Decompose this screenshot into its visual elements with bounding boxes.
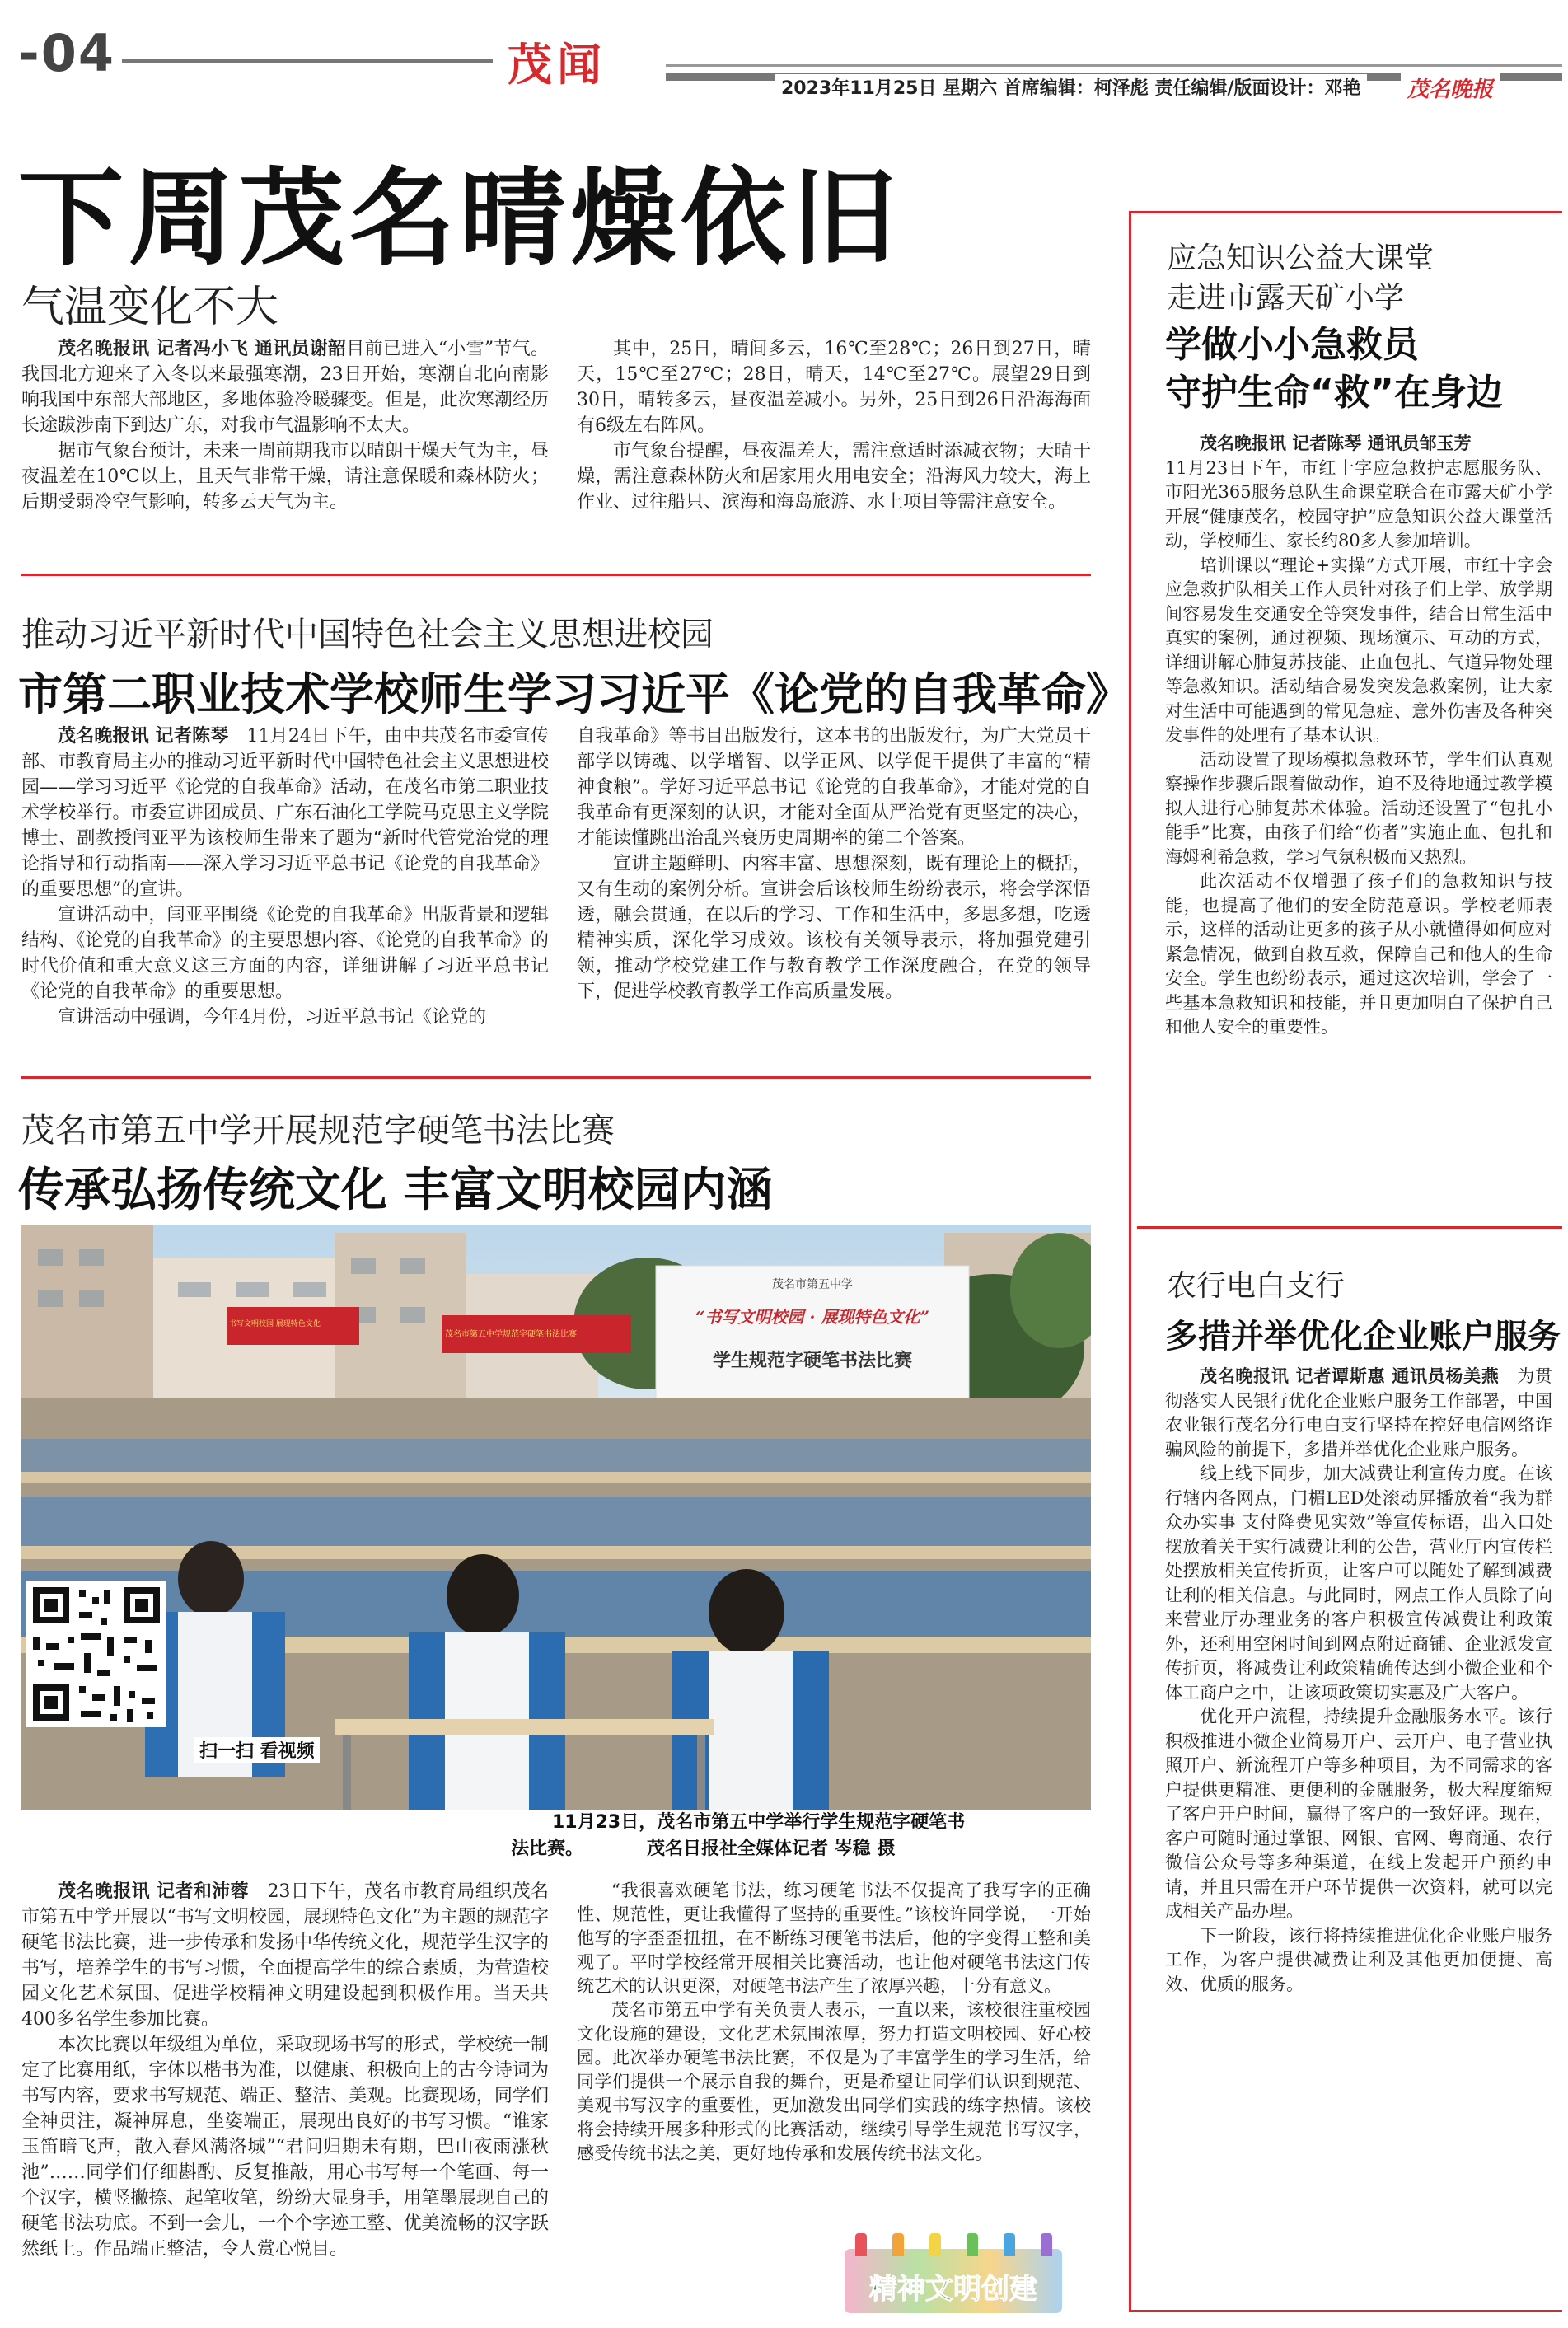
article3-byline: 茂名晚报讯 记者和沛蓉 [58, 1881, 250, 1902]
article4-title [1165, 321, 1503, 417]
article3-kicker: 茂名市第五中学开展规范字硬笔书法比赛 [21, 1112, 615, 1150]
divider [21, 574, 1091, 576]
photo-caption-line2: 法比赛。 [511, 1839, 575, 1859]
article2-byline: 茂名晚报讯 记者陈琴 [58, 726, 229, 747]
article5-kicker: 农行电白支行 [1167, 1269, 1346, 1303]
photo-banner-slogan-2: 展现特色文化 [821, 1307, 920, 1327]
article1-byline: 茂名晚报讯 记者冯小飞 通讯员谢韶 [58, 339, 347, 359]
article5-para: 下一阶段，该行将持续推进优化企业账户服务工作，为客户提供减费让利及其他更加便捷、高效、优质的服务。 [1165, 1925, 1552, 1994]
right-column-top-border [1129, 211, 1562, 213]
article1-subtitle: 气温变化不大 [21, 283, 279, 332]
photo-caption [511, 1810, 1088, 1862]
article1-para: 据市气象台预计，未来一周前期我市以晴朗干燥天气为主，昼夜温差在10℃以上，且天气非常干燥，请注意保暖和森林防火；后期受弱冷空气影响，转多云天气为主。 [21, 441, 549, 513]
article4-para: 11月23日下午，市红十字应急救护志愿服务队、市阳光365服务总队生命课堂联合在市露天矿小学开展“健康茂名，校园守护”应急知识公益大课堂活动，学校师生、家长约80多人参加培训。 [1165, 457, 1552, 550]
article4-kicker-line2: 走进市露天矿小学 [1167, 281, 1405, 315]
photo-banner-event: 学生规范字硬笔书法比赛 [712, 1351, 912, 1371]
date-line: 2023年11月25日 星期六 首席编辑：柯泽彪 责任编辑/版面设计：邓艳 [775, 74, 1367, 100]
article1-col2 [577, 336, 1091, 515]
photo-board-left: 书写文明校园 展现特色文化 [229, 1320, 321, 1328]
page-number: -04 [18, 23, 116, 83]
photo-credit: 茂名日报社全媒体记者 岑稳 摄 [647, 1839, 896, 1859]
masthead-bar-top [666, 64, 1562, 67]
article3-photo [21, 1225, 1091, 1810]
article2-kicker: 推动习近平新时代中国特色社会主义思想进校园 [21, 616, 714, 653]
article1-col1 [21, 336, 549, 515]
article4-kicker [1167, 239, 1434, 318]
article4-title-line2: 守护生命“救”在身边 [1165, 372, 1503, 414]
article1-title: 下周茂名晴燥依旧 [18, 157, 902, 280]
badge-text: 精神文明创建 [869, 2273, 1037, 2306]
divider [1137, 1226, 1562, 1229]
photo-banner-slogan: “书写文明校园 · 展现特色文化” [695, 1307, 929, 1327]
article4-para: 此次活动不仅增强了孩子们的急救知识与技能，也提高了他们的安全防范意识。学校老师表示，这样的活动让更多的孩子从小就懂得如何应对紧急情况，做到自救互救，保障自己和他人的生命安全。学生也纷纷表示，通过这次培训，学会了一些基本急救知识和技能，并且更加明白了保护自己和他人安全的重要性。 [1165, 871, 1552, 1037]
article2-para: 宣讲活动中强调，今年4月份，习近平总书记《论党的 [58, 1007, 486, 1028]
article2-col2 [577, 724, 1091, 1005]
article5-byline: 茂名晚报讯 记者谭斯惠 通讯员杨美燕 [1200, 1366, 1500, 1386]
article3-col2 [577, 1879, 1091, 2166]
qr-caption[interactable]: 扫一扫 看视频 [194, 1737, 320, 1763]
article1-para: 目前已进入“小雪”节气。我国北方迎来了入冬以来最强寒潮，23日开始，寒潮自北向南影响我国中东部大部地区，多地体验冷暖骤变。但是，此次寒潮经历长途跋涉南下到达广东，对我市气温影响不太大。 [21, 339, 549, 436]
divider [21, 1076, 1091, 1079]
article2-para: 自我革命》等书目出版发行，这本书的出版发行，为广大党员干部学以铸魂、以学增智、以学正风、以学促干提供了丰富的“精神食粮”。学好习近平总书记《论党的自我革命》，才能对党的自我革命有更深刻的认识，才能对全面从严治党有更坚定的决心，才能读懂跳出治乱兴衰历史周期率的第二个答案。 [577, 726, 1091, 849]
article5-body [1165, 1365, 1552, 1997]
article4-para: 活动设置了现场模拟急救环节，学生们认真观察操作步骤后跟着做动作，迫不及待地通过教学模拟人进行心肺复苏术体验。活动还设置了“包扎小能手”比赛，由孩子们给“伤者”实施止血、包扎和海姆利希急救，学习气氛积极而又热烈。 [1165, 749, 1552, 867]
photo-banner-slogan-1: 书写文明校园 [704, 1307, 804, 1327]
article4-byline: 茂名晚报讯 记者陈琴 通讯员邹玉芳 [1200, 433, 1472, 453]
article5-para: 线上线下同步，加大减费让利宣传力度。在该行辖内各网点，门楣LED处滚动屏播放着“我为群众办实事 支付降费见实效”等宣传标语，出入口处摆放着关于实行减费让利的公告，营业厅内宣传栏处摆放相关宣传折页，让客户可以随处了解到减费让利的相关信息。与此同时，网点工作人员除了向来营业厅办理业务的客户积极宣传减费让利政策外，还利用空闲时间到网点附近商铺、企业派发宣传折页，将减费让利政策精确传达到小微企业和个体工商户之中，让该项政策切实惠及广大客户。 [1165, 1464, 1552, 1703]
article3-para: 本次比赛以年级组为单位，采取现场书写的形式，学校统一制定了比赛用纸，字体以楷书为准，以健康、积极向上的古今诗词为书写内容，要求书写规范、端正、整洁、美观。比赛现场，同学们全神贯注，凝神屏息，坐姿端正，展现出良好的书写习惯。“谁家玉笛暗飞声，散入春风满洛城”“君问归期未有期，巴山夜雨涨秋池”……同学们仔细斟酌、反复推敲，用心书写每一个笔画、每一个汉字，横竖撇捺、起笔收笔，纷纷大显身手，用笔墨展现自己的硬笔书法功底。不到一会儿，一个个字迹工整、优美流畅的汉字跃然纸上。作品端正整洁，令人赏心悦目。 [21, 2035, 549, 2260]
section-title: 茂闻 [508, 39, 606, 91]
right-column-bottom-border [1129, 2310, 1562, 2312]
article5-para: 优化开户流程，持续提升金融服务水平。该行积极推进小微企业简易开户、云开户、电子营业执照开户、新流程开户等多种项目，为不同需求的客户提供更精准、更便利的金融服务，极大程度缩短了客户开户时间，赢得了客户的一致好评。现在，客户可随时通过掌银、网银、官网、粤商通、农行微信公众号等多种渠道，在线上发起开户预约申请，并且只需在开户环节提供一次资料，就可以完成相关产品办理。 [1165, 1707, 1552, 1921]
photo-board-right: 茂名市第五中学规范字硬笔书法比赛 [445, 1330, 577, 1339]
photo-caption-line1: 11月23日，茂名市第五中学举行学生规范字硬笔书 [552, 1812, 966, 1833]
civilization-badge [842, 2246, 1065, 2316]
article2-para: 宣讲主题鲜明、内容丰富、思想深刻，既有理论上的概括，又有生动的案例分析。宣讲会后该校师生纷纷表示，将会学深悟透，融会贯通，在以后的学习、工作和生活中，多思多想，吃透精神实质，深化学习成效。该校有关领导表示，将加强党建引领，推动学校党建工作与教育教学工作深度融合，在党的领导下，促进学校教育教学工作高质量发展。 [577, 854, 1091, 1002]
article5-para: 为贯彻落实人民银行优化企业账户服务工作部署，中国农业银行茂名分行电白支行坚持在控好电信网络诈骗风险的前提下，多措并举优化企业账户服务。 [1165, 1366, 1552, 1459]
photo-banner-school: 茂名市第五中学 [772, 1278, 853, 1291]
article2-para: 11月24日下午，由中共茂名市委宣传部、市教育局主办的推动习近平新时代中国特色社会主义思想进校园——学习习近平《论党的自我革命》活动，在茂名市第二职业技术学校举行。市委宣讲团成员、广东石油化工学院马克思主义学院博士、副教授闫亚平为该校师生带来了题为“新时代管党治党的理论指导和行动指南——深入学习习近平总书记《论党的自我革命》的重要思想”的宣讲。 [21, 726, 549, 900]
article2-col1 [21, 724, 549, 1030]
article4-byline-line [1165, 432, 1552, 457]
badge-pencils [842, 2233, 1065, 2256]
article3-para: 23日下午，茂名市教育局组织茂名市第五中学开展以“书写文明校园，展现特色文化”为主题的规范字硬笔书法比赛，进一步传承和发扬中华传统文化，规范学生汉字的书写，培养学生的书写习惯，全面提高学生的综合素质，为营造校园文化艺术氛围、促进学校精神文明建设起到积极作用。当天共400多名学生参加比赛。 [21, 1881, 549, 2030]
article3-col1 [21, 1879, 549, 2262]
article4-para: 培训课以“理论+实操”方式开展，市红十字会应急救护队相关工作人员针对孩子们上学、放学期间容易发生交通安全等突发事件，结合日常生活中真实的案例，通过视频、现场演示、互动的方式，详细讲解心肺复苏技能、止血包扎、气道异物处理等急救知识。活动结合易发突发急救案例，让大家对生活中可能遇到的常见急症、意外伤害及各种突发事件的处理有了基本认识。 [1165, 555, 1552, 745]
article5-title: 多措并举优化企业账户服务 [1165, 1318, 1561, 1356]
masthead-rule-left [122, 59, 493, 63]
article3-para: 茂名市第五中学有关负责人表示，一直以来，该校很注重校园文化设施的建设，文化艺术氛围浓厚，努力打造文明校园、好心校园。此次举办硬笔书法比赛，不仅是为了丰富学生的学习生活，给同学们提供一个展示自我的舞台，更是希望让同学们认识到规范、美观书写汉字的重要性，更加激发出同学们实践的练字热情。该校将会持续开展多种形式的比赛活动，继续引导学生规范书写汉字，感受传统书法之美，更好地传承和发展传统书法文化。 [577, 2000, 1091, 2163]
article1-para: 其中，25日，晴间多云，16℃至28℃；26日到27日，晴天，15℃至27℃；28日，晴天，14℃至27℃。展望29日到30日，晴转多云，昼夜温差减小。另外，25日到26日沿海海面有6级左右阵风。 [577, 339, 1091, 436]
article2-para: 宣讲活动中，闫亚平围绕《论党的自我革命》出版背景和逻辑结构、《论党的自我革命》的主要思想内容、《论党的自我革命》的时代价值和重大意义这三方面的内容，详细讲解了习近平总书记《论党的自我革命》的重要思想。 [21, 905, 549, 1002]
article4-body [1165, 432, 1552, 1040]
article3-para: “我很喜欢硬笔书法，练习硬笔书法不仅提高了我写字的正确性、规范性，更让我懂得了坚持的重要性。”该校许同学说，一开始他写的字歪歪扭扭，在不断练习硬笔书法后，他的字变得工整和美观了。平时学校经常开展相关比赛活动，也让他对硬笔书法这门传统艺术的认识更深，对硬笔书法产生了浓厚兴趣，十分有意义。 [577, 1881, 1091, 1996]
article1-para: 市气象台提醒，昼夜温差大，需注意适时添减衣物；天晴干燥，需注意森林防火和居家用火用电安全；沿海风力较大，海上作业、过往船只、滨海和海岛旅游、水上项目等需注意安全。 [577, 441, 1091, 513]
paper-name-logo [1401, 73, 1500, 103]
right-column-border [1129, 211, 1137, 2312]
article4-kicker-line1: 应急知识公益大课堂 [1167, 241, 1435, 275]
article3-title: 传承弘扬传统文化 丰富文明校园内涵 [18, 1164, 773, 1217]
article4-title-line1: 学做小小急救员 [1165, 324, 1419, 366]
paper-name: 茂名晚报 [1407, 77, 1494, 102]
article2-title: 市第二职业技术学校师生学习习近平《论党的自我革命》 [18, 668, 1130, 720]
